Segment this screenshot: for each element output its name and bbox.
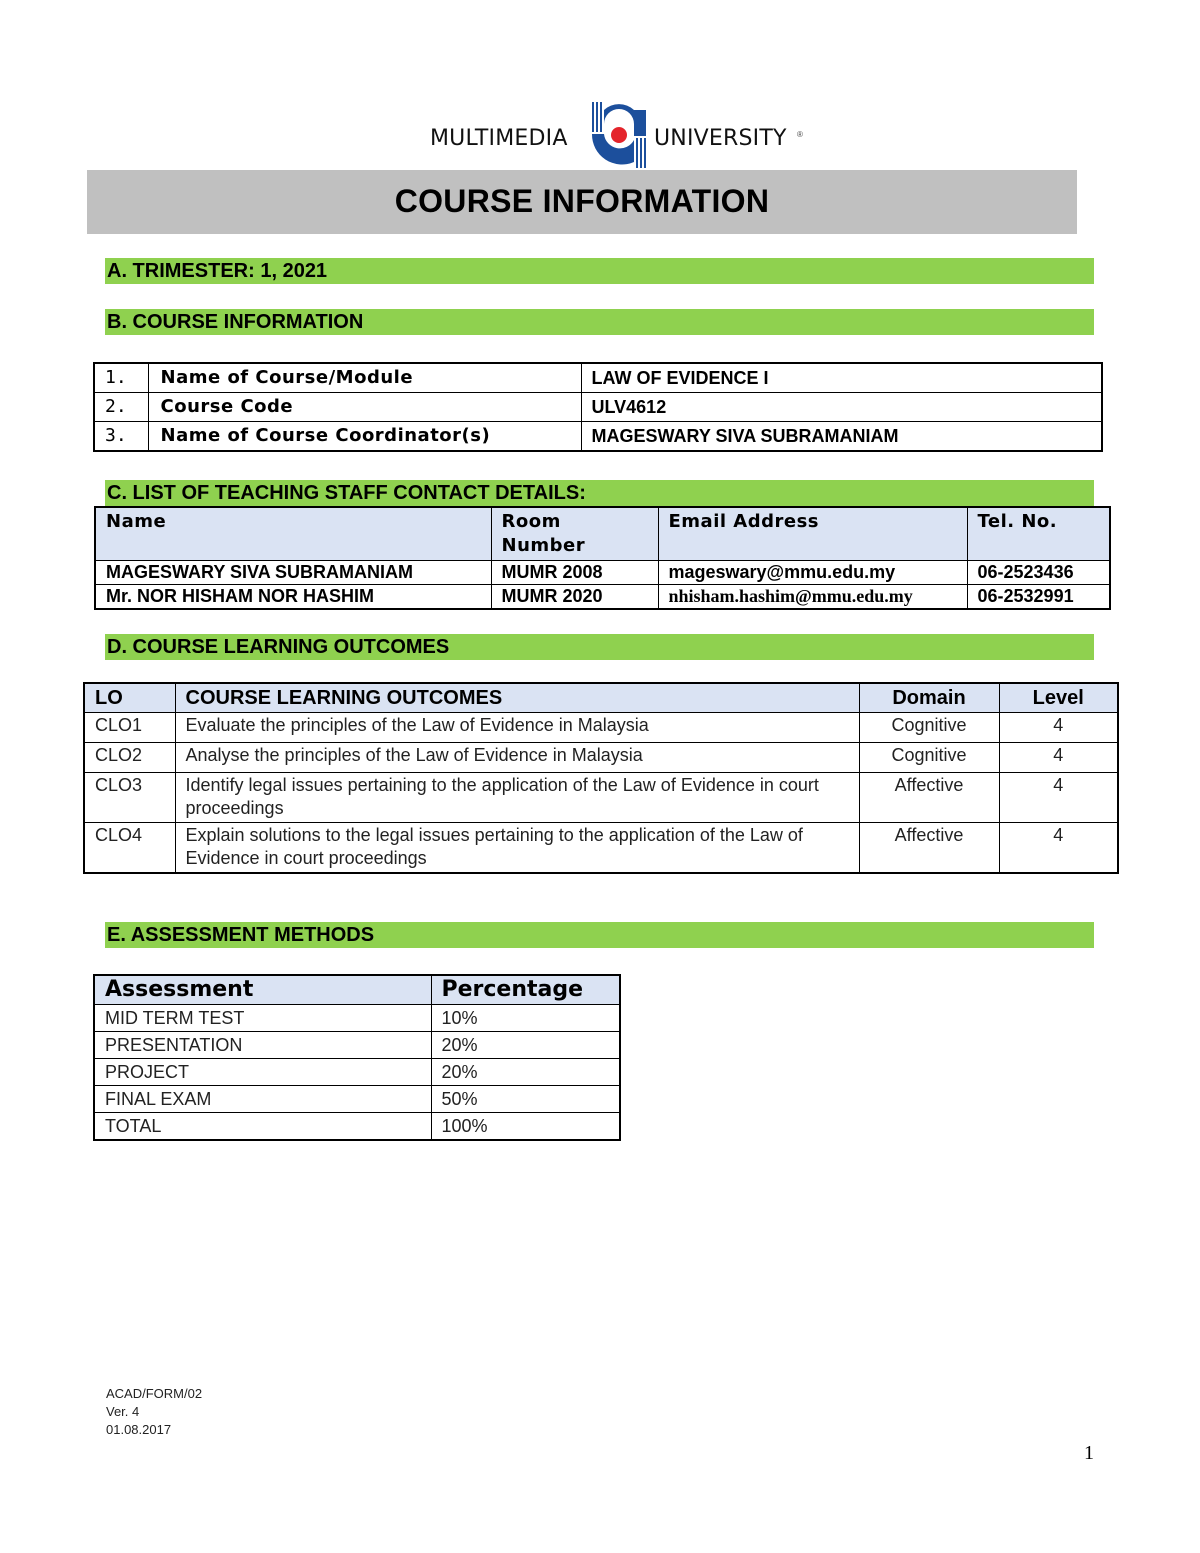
table-row: [94, 1032, 620, 1059]
clo-outcome: Explain solutions to the legal issues pertaining to the application of the Law of Evidence in court proceedings: [175, 823, 859, 874]
row-number: 2.: [94, 393, 148, 422]
row-label: Name of Course/Module: [148, 363, 581, 393]
assessment-name: PROJECT: [94, 1059, 431, 1086]
header-lo: LO: [84, 683, 175, 713]
registered-mark: ®: [797, 130, 803, 139]
clo-header-row: [84, 683, 1118, 713]
header-assessment: Assessment: [94, 975, 431, 1005]
header-percentage: Percentage: [431, 975, 620, 1005]
section-a-heading: A. TRIMESTER: 1, 2021: [107, 260, 328, 282]
row-number: 3.: [94, 422, 148, 452]
assessment-percentage: 20%: [431, 1032, 620, 1059]
logo-left-word: MULTIMEDIA: [430, 126, 568, 151]
staff-tel: 06-2523436: [967, 561, 1110, 585]
university-logo: [430, 100, 810, 170]
table-row: [95, 585, 1110, 610]
table-row: [94, 1059, 620, 1086]
clo-id: CLO3: [84, 773, 175, 823]
assessment-percentage: 100%: [431, 1113, 620, 1141]
course-info-table: [93, 362, 1103, 452]
clo-outcome: Evaluate the principles of the Law of Evidence in Malaysia: [175, 713, 859, 743]
assessment-percentage: 10%: [431, 1005, 620, 1032]
header-outcome: COURSE LEARNING OUTCOMES: [175, 683, 859, 713]
staff-header-row: [95, 507, 1110, 561]
assessment-name: MID TERM TEST: [94, 1005, 431, 1032]
learning-outcomes-table: [83, 682, 1119, 874]
clo-outcome: Identify legal issues pertaining to the application of the Law of Evidence in court proceedings: [175, 773, 859, 823]
clo-level: 4: [999, 823, 1118, 874]
table-row: [94, 1113, 620, 1141]
section-c-heading: C. LIST OF TEACHING STAFF CONTACT DETAILS:: [107, 482, 586, 504]
header-room: Room Number: [491, 507, 658, 561]
staff-room: MUMR 2020: [491, 585, 658, 610]
table-row: [94, 1005, 620, 1032]
form-version: Ver. 4: [106, 1404, 140, 1419]
course-name-value: LAW OF EVIDENCE I: [581, 363, 1102, 393]
clo-domain: Cognitive: [859, 713, 999, 743]
row-label: Name of Course Coordinator(s): [148, 422, 581, 452]
staff-tel: 06-2532991: [967, 585, 1110, 610]
university-emblem-icon: [588, 100, 654, 170]
course-info-row: [94, 422, 1102, 452]
staff-contact-table: [94, 506, 1111, 610]
section-b-heading: B. COURSE INFORMATION: [107, 311, 364, 333]
assessment-percentage: 50%: [431, 1086, 620, 1113]
section-c-bar: [105, 480, 1094, 506]
staff-email-link[interactable]: nhisham.hashim@mmu.edu.my: [658, 585, 967, 610]
section-b-bar: [105, 309, 1094, 335]
staff-name: MAGESWARY SIVA SUBRAMANIAM: [95, 561, 491, 585]
clo-domain: Cognitive: [859, 743, 999, 773]
form-date: 01.08.2017: [106, 1422, 172, 1437]
row-label: Course Code: [148, 393, 581, 422]
logo-right-word: UNIVERSITY: [654, 126, 787, 151]
header-email: Email Address: [658, 507, 967, 561]
page-title: COURSE INFORMATION: [394, 183, 770, 219]
assessment-header-row: [94, 975, 620, 1005]
header-level: Level: [999, 683, 1118, 713]
table-row: [84, 713, 1118, 743]
form-code: ACAD/FORM/02: [106, 1386, 203, 1401]
clo-domain: Affective: [859, 773, 999, 823]
header-name: Name: [95, 507, 491, 561]
section-d-heading: D. COURSE LEARNING OUTCOMES: [107, 636, 450, 658]
staff-email-link[interactable]: mageswary@mmu.edu.my: [658, 561, 967, 585]
title-banner: [87, 170, 1077, 234]
clo-level: 4: [999, 713, 1118, 743]
assessment-percentage: 20%: [431, 1059, 620, 1086]
course-info-row: [94, 393, 1102, 422]
assessment-name: TOTAL: [94, 1113, 431, 1141]
section-a-bar: [105, 258, 1094, 284]
table-row: [84, 773, 1118, 823]
staff-name: Mr. NOR HISHAM NOR HASHIM: [95, 585, 491, 610]
table-row: [84, 823, 1118, 874]
page-number: 1: [1084, 1442, 1094, 1464]
course-code-value: ULV4612: [581, 393, 1102, 422]
clo-level: 4: [999, 743, 1118, 773]
staff-room: MUMR 2008: [491, 561, 658, 585]
clo-level: 4: [999, 773, 1118, 823]
form-footer: [106, 1385, 202, 1439]
course-info-row: [94, 363, 1102, 393]
clo-id: CLO1: [84, 713, 175, 743]
table-row: [95, 561, 1110, 585]
header-tel: Tel. No.: [967, 507, 1110, 561]
section-e-bar: [105, 922, 1094, 948]
section-d-bar: [105, 634, 1094, 660]
header-domain: Domain: [859, 683, 999, 713]
clo-id: CLO2: [84, 743, 175, 773]
coordinator-value: MAGESWARY SIVA SUBRAMANIAM: [581, 422, 1102, 452]
row-number: 1.: [94, 363, 148, 393]
assessment-name: FINAL EXAM: [94, 1086, 431, 1113]
assessment-name: PRESENTATION: [94, 1032, 431, 1059]
table-row: [84, 743, 1118, 773]
clo-domain: Affective: [859, 823, 999, 874]
table-row: [94, 1086, 620, 1113]
clo-outcome: Analyse the principles of the Law of Evidence in Malaysia: [175, 743, 859, 773]
section-e-heading: E. ASSESSMENT METHODS: [107, 924, 375, 946]
clo-id: CLO4: [84, 823, 175, 874]
assessment-table: [93, 974, 621, 1141]
